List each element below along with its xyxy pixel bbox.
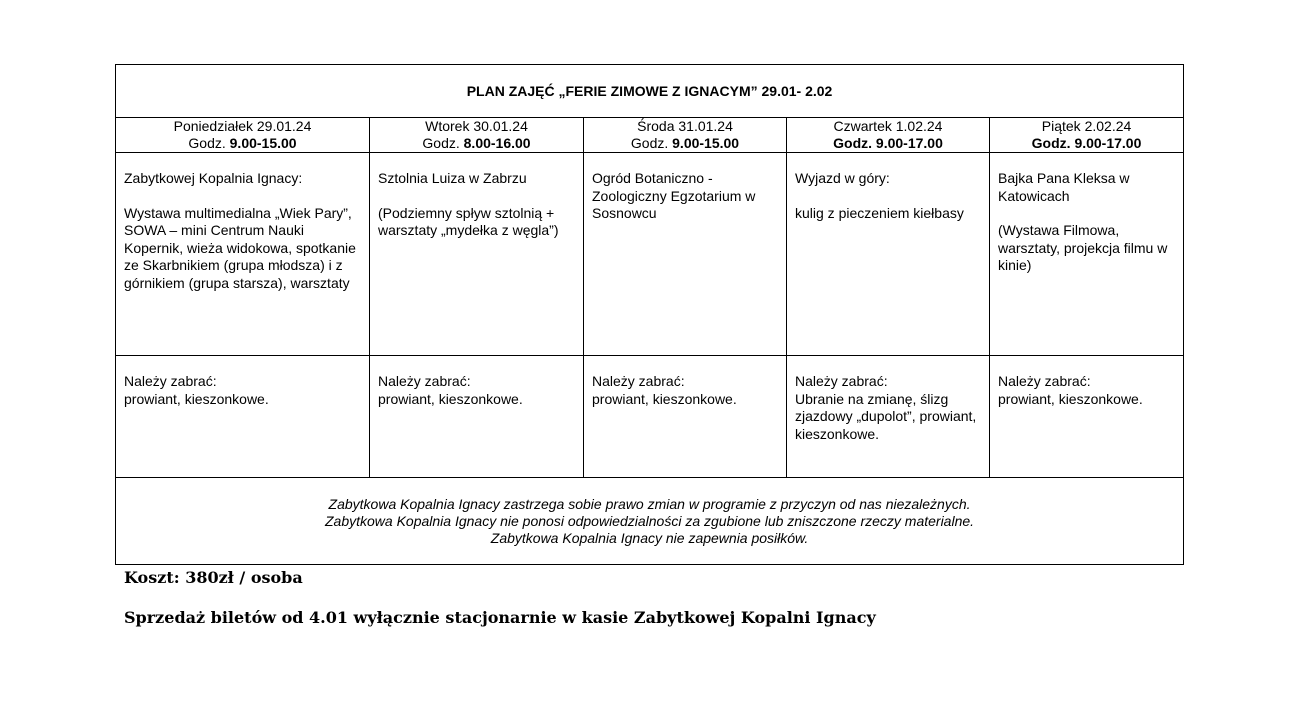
day-header-monday [116,118,370,153]
hours: 9.00-15.00 [229,135,297,151]
bring-monday [116,356,370,478]
bring-thursday [787,356,990,478]
activity-wednesday [584,153,787,356]
schedule-title: PLAN ZAJĘĆ „FERIE ZIMOWE Z IGNACYM” 29.01- 2.02 [116,65,1184,118]
bring-label: Należy zabrać: [998,373,1091,389]
hours-prefix: Godz. [422,135,464,151]
day-header-friday [990,118,1184,153]
day-header-thursday [787,118,990,153]
bring-items: Ubranie na zmianę, ślizg zjazdowy „dupolot”, prowiant, kieszonkowe. [795,390,977,442]
day-header-wednesday [584,118,787,153]
bring-label: Należy zabrać: [124,373,217,389]
footnote-line: Zabytkowa Kopalnia Ignacy nie ponosi odpowiedzialności za zgubione lub zniszczone rzeczy materialne. [325,512,975,529]
bring-label: Należy zabrać: [795,373,888,389]
activity-line: Ogród Botaniczno - Zoologiczny Egzotarium w Sosnowcu [592,170,756,221]
bring-tuesday [370,356,584,478]
footnote-line: Zabytkowa Kopalnia Ignacy nie zapewnia posiłków. [490,529,809,546]
day-name: Poniedziałek 29.01.24 [173,118,312,134]
bring-label: Należy zabrać: [592,373,685,389]
sales-text: Sprzedaż biletów od 4.01 wyłącznie stacjonarnie w kasie Zabytkowej Kopalni Ignacy [124,608,876,627]
hours: 8.00-16.00 [463,135,531,151]
activity-line: (Wystawa Filmowa, warsztaty, projekcja filmu w kinie) [998,222,1168,273]
bring-items: prowiant, kieszonkowe. [378,390,523,407]
day-name: Środa 31.01.24 [637,118,733,134]
hours: 9.00-17.00 [1074,135,1142,151]
schedule-table [115,64,1184,565]
cost-text: Koszt: 380zł / osoba [124,568,303,587]
bring-items: prowiant, kieszonkowe. [998,390,1143,407]
bring-friday [990,356,1184,478]
day-name: Piątek 2.02.24 [1041,118,1132,134]
hours: 9.00-15.00 [672,135,740,151]
hours: 9.00-17.00 [875,135,943,151]
activity-line: Sztolnia Luiza w Zabrzu [378,170,527,186]
hours-prefix: Godz. [833,135,876,151]
day-header-tuesday [370,118,584,153]
activity-thursday [787,153,990,356]
activity-monday [116,153,370,356]
activity-line: kulig z pieczeniem kiełbasy [795,204,964,221]
day-name: Wtorek 30.01.24 [425,118,528,134]
activity-line: Wyjazd w góry: [795,170,890,186]
bring-wednesday [584,356,787,478]
day-name: Czwartek 1.02.24 [833,118,943,134]
hours-prefix: Godz. [1031,135,1075,151]
bring-items: prowiant, kieszonkowe. [592,390,737,407]
activity-line: Bajka Pana Kleksa w Katowicach [998,170,1130,204]
activity-line: Zabytkowej Kopalnia Ignacy: [124,170,303,186]
activity-line: (Podziemny spływ sztolnią + warsztaty „mydełka z węgla”) [378,204,559,238]
activity-line: Wystawa multimedialna „Wiek Pary”, SOWA – mini Centrum Nauki Kopernik, wieża widokowa, spotkanie ze Skarbnikiem (grupa młodsza) i z górnikiem (grupa starsza), warsztaty [124,204,356,291]
bring-label: Należy zabrać: [378,373,471,389]
activity-friday [990,153,1184,356]
hours-prefix: Godz. [188,135,230,151]
activity-tuesday [370,153,584,356]
bring-items: prowiant, kieszonkowe. [124,390,269,407]
footnotes [116,478,1184,565]
footnote-line: Zabytkowa Kopalnia Ignacy zastrzega sobie prawo zmian w programie z przyczyn od nas niezależnych. [328,495,971,512]
hours-prefix: Godz. [630,135,673,151]
